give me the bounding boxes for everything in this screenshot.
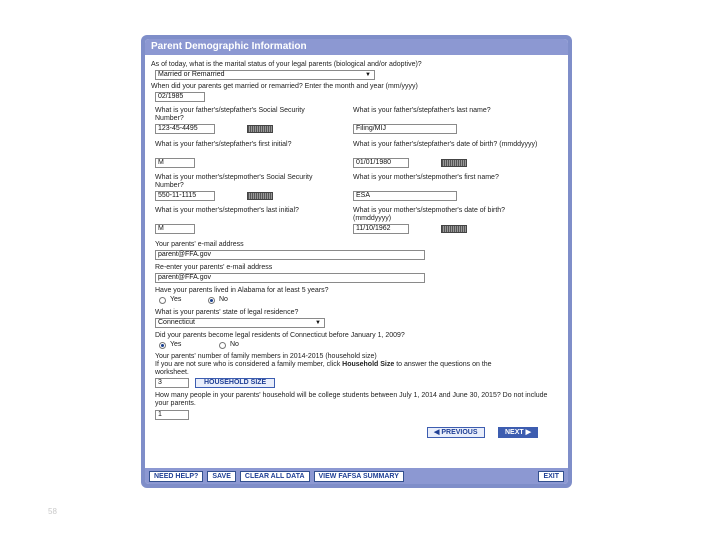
father-dob-input[interactable]: 01/01/1980 bbox=[353, 158, 409, 168]
marital-status-question: As of today, what is the marital status of your legal parents (biological and/or adoptive)? bbox=[151, 61, 422, 68]
mother-initial-input[interactable]: M bbox=[155, 224, 195, 234]
father-ssn-question: What is your father's/stepfather's Social Security Number? bbox=[155, 107, 305, 122]
next-label: NEXT bbox=[505, 429, 524, 436]
form-panel bbox=[145, 39, 568, 484]
father-initial-question: What is your father's/stepfather's first initial? bbox=[155, 141, 292, 148]
save-button[interactable]: SAVE bbox=[207, 471, 236, 482]
state-value: Connecticut bbox=[158, 319, 195, 326]
email-input[interactable]: parent@FFA.gov bbox=[155, 250, 425, 260]
marital-date-question: When did your parents get married or remarried? Enter the month and year (mm/yyyy) bbox=[151, 83, 418, 90]
marital-status-value: Married or Remarried bbox=[158, 71, 225, 78]
household-help-prefix: If you are not sure who is considered a family member, click bbox=[155, 361, 343, 368]
mother-ssn-reveal-button[interactable] bbox=[247, 192, 273, 200]
mother-initial-question: What is your mother's/stepmother's last initial? bbox=[155, 207, 299, 214]
previous-button[interactable] bbox=[427, 427, 485, 438]
resident-no-radio[interactable] bbox=[219, 342, 226, 349]
lived-yes-label: Yes bbox=[170, 296, 182, 303]
email-reenter-question: Re-enter your parents' e-mail address bbox=[155, 264, 273, 271]
marital-status-select[interactable] bbox=[155, 70, 375, 80]
view-summary-button[interactable]: VIEW FAFSA SUMMARY bbox=[314, 471, 404, 482]
father-ssn-reveal-button[interactable] bbox=[247, 125, 273, 133]
household-size-button[interactable]: HOUSEHOLD SIZE bbox=[195, 378, 275, 388]
next-button[interactable] bbox=[498, 427, 538, 438]
email-reenter-input[interactable]: parent@FFA.gov bbox=[155, 273, 425, 283]
household-help-link[interactable]: Household Size bbox=[342, 361, 395, 368]
household-help-suffix: to answer the questions on the worksheet. bbox=[155, 361, 492, 376]
chevron-down-icon: ▼ bbox=[365, 72, 371, 78]
resident-no-label: No bbox=[230, 341, 239, 348]
father-ssn-input[interactable]: 123-45-4495 bbox=[155, 124, 215, 134]
household-help-text bbox=[155, 361, 505, 377]
form-content bbox=[145, 55, 568, 460]
mother-ssn-input[interactable]: 550-11-1115 bbox=[155, 191, 215, 201]
mother-ssn-question: What is your mother's/stepmother's Social Security Number? bbox=[155, 174, 313, 189]
lived-no-radio[interactable] bbox=[208, 297, 215, 304]
resident-yes-radio[interactable] bbox=[159, 342, 166, 349]
mother-dob-reveal-button[interactable] bbox=[441, 225, 467, 233]
household-size-input[interactable]: 3 bbox=[155, 378, 189, 388]
father-initial-input[interactable]: M bbox=[155, 158, 195, 168]
footer-bar bbox=[145, 468, 568, 484]
mother-first-name-question: What is your mother's/stepmother's first name? bbox=[353, 174, 499, 181]
lived-question: Have your parents lived in Alabama for at least 5 years? bbox=[155, 287, 329, 294]
arrow-left-icon: ◀ bbox=[434, 429, 440, 436]
chevron-down-icon: ▼ bbox=[315, 320, 321, 326]
arrow-right-icon: ▶ bbox=[525, 429, 532, 436]
state-question: What is your parents' state of legal residence? bbox=[155, 309, 299, 316]
fafsa-form-frame bbox=[141, 35, 572, 488]
college-students-input[interactable]: 1 bbox=[155, 410, 189, 420]
father-dob-question: What is your father's/stepfather's date of birth? (mmddyyyy) bbox=[353, 141, 538, 148]
exit-button[interactable]: EXIT bbox=[538, 471, 564, 482]
lived-no-label: No bbox=[219, 296, 228, 303]
mother-dob-question: What is your mother's/stepmother's date of birth? (mmddyyyy) bbox=[353, 207, 506, 222]
slide-page-number: 58 bbox=[48, 507, 57, 516]
resident-yes-label: Yes bbox=[170, 341, 182, 348]
father-last-name-input[interactable]: Filing/MIJ bbox=[353, 124, 457, 134]
state-select[interactable] bbox=[155, 318, 325, 328]
mother-dob-input[interactable]: 11/10/1962 bbox=[353, 224, 409, 234]
email-question: Your parents' e-mail address bbox=[155, 241, 244, 248]
father-dob-reveal-button[interactable] bbox=[441, 159, 467, 167]
previous-label: PREVIOUS bbox=[441, 429, 478, 436]
father-last-name-question: What is your father's/stepfather's last name? bbox=[353, 107, 491, 114]
lived-yes-radio[interactable] bbox=[159, 297, 166, 304]
household-question: Your parents' number of family members in 2014-2015 (household size) bbox=[155, 353, 377, 360]
section-header: Parent Demographic Information bbox=[145, 39, 568, 55]
college-question: How many people in your parents' household will be college students between July 1, 2014 and June 30, 2015? Do not include your parents. bbox=[155, 392, 548, 407]
marital-date-input[interactable]: 02/1985 bbox=[155, 92, 205, 102]
mother-first-name-input[interactable]: ESA bbox=[353, 191, 457, 201]
clear-all-data-button[interactable]: CLEAR ALL DATA bbox=[240, 471, 310, 482]
resident-question: Did your parents become legal residents of Connecticut before January 1, 2009? bbox=[155, 332, 405, 339]
need-help-button[interactable]: NEED HELP? bbox=[149, 471, 203, 482]
